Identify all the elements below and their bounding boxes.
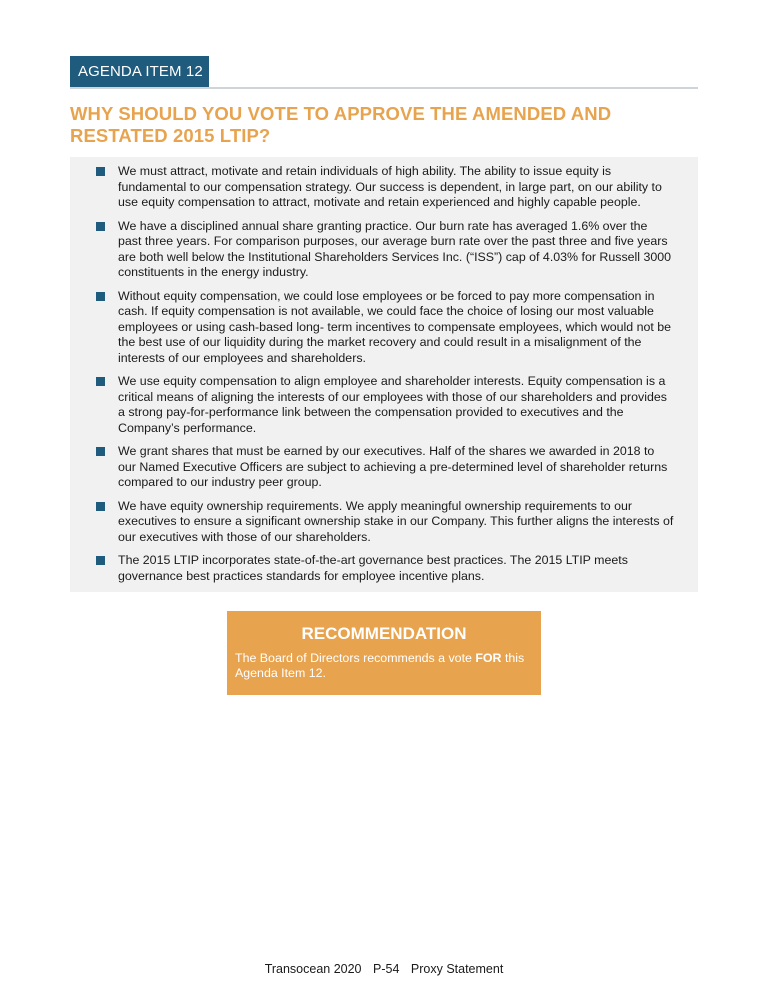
square-bullet-icon: [96, 292, 105, 301]
recommendation-text-start: The Board of Directors recommends a vote: [235, 651, 476, 665]
reasons-panel: [70, 157, 698, 592]
square-bullet-icon: [96, 502, 105, 511]
reason-text: We use equity compensation to align employee and shareholder interests. Equity compensation is a critical means of aligning the interests of our employees with those of our shareholders and provides a strong pay-for-performance link between the compensation provided to executives and the Company’s performance.: [118, 374, 667, 435]
reasons-list: [94, 164, 674, 584]
square-bullet-icon: [96, 447, 105, 456]
footer-company: Transocean 2020: [264, 962, 362, 976]
reason-text: We grant shares that must be earned by our executives. Half of the shares we awarded in 2018 to our Named Executive Officers are subject to achieving a pre-determined level of shareholder returns compared to our industry peer group.: [118, 444, 668, 489]
recommendation-heading: RECOMMENDATION: [301, 624, 467, 643]
reason-text: We have equity ownership requirements. We apply meaningful ownership requirements to our executives to ensure a significant ownership stake in our Company. This further aligns the interests of our executives with those of our shareholders.: [118, 498, 674, 544]
page-title: WHY SHOULD YOU VOTE TO APPROVE THE AMENDED AND RESTATED 2015 LTIP?: [70, 103, 612, 146]
list-item: [94, 219, 674, 281]
footer-document: Proxy Statement: [410, 962, 504, 976]
list-item: [94, 553, 674, 584]
square-bullet-icon: [96, 167, 105, 176]
reason-text: Without equity compensation, we could lose employees or be forced to pay more compensation in cash. If equity compensation is not available, we could face the choice of losing our most valuable employees or using cash-based long- term incentives to compensate employees, which would not be the best use of our liquidity during the market recovery and could result in a misalignment of the interests of our employees and shareholders.: [118, 288, 672, 365]
square-bullet-icon: [96, 377, 105, 386]
recommendation-box: [227, 611, 541, 695]
list-item: [94, 444, 674, 491]
footer-page-number: P-54: [373, 962, 400, 976]
square-bullet-icon: [96, 556, 105, 565]
reason-text: The 2015 LTIP incorporates state-of-the-art governance best practices. The 2015 LTIP meets governance best practices standards for employee incentive plans.: [118, 553, 628, 583]
list-item: [94, 499, 674, 546]
list-item: [94, 374, 674, 436]
header-divider: [70, 87, 698, 89]
agenda-item-tab: AGENDA ITEM 12: [70, 56, 209, 87]
square-bullet-icon: [96, 222, 105, 231]
reason-text: We must attract, motivate and retain individuals of high ability. The ability to issue equity is fundamental to our compensation strategy. Our success is dependent, in large part, on our ability to use equity compensation to attract, motivate and retain experienced and highly capable people.: [118, 164, 662, 209]
list-item: [94, 164, 674, 211]
page-footer: [0, 962, 768, 976]
recommendation-vote-for: FOR: [475, 651, 502, 665]
recommendation-text-end: this Agenda Item 12.: [235, 651, 525, 680]
reason-text: We have a disciplined annual share granting practice. Our burn rate has averaged 1.6% over the past three years. For comparison purposes, our average burn rate over the past three and five years are both well below the Institutional Shareholders Services Inc. (“ISS”) cap of 4.03% for Russell 3000 constituents in the energy industry.: [118, 218, 672, 279]
list-item: [94, 289, 674, 367]
recommendation-text: [235, 651, 533, 681]
